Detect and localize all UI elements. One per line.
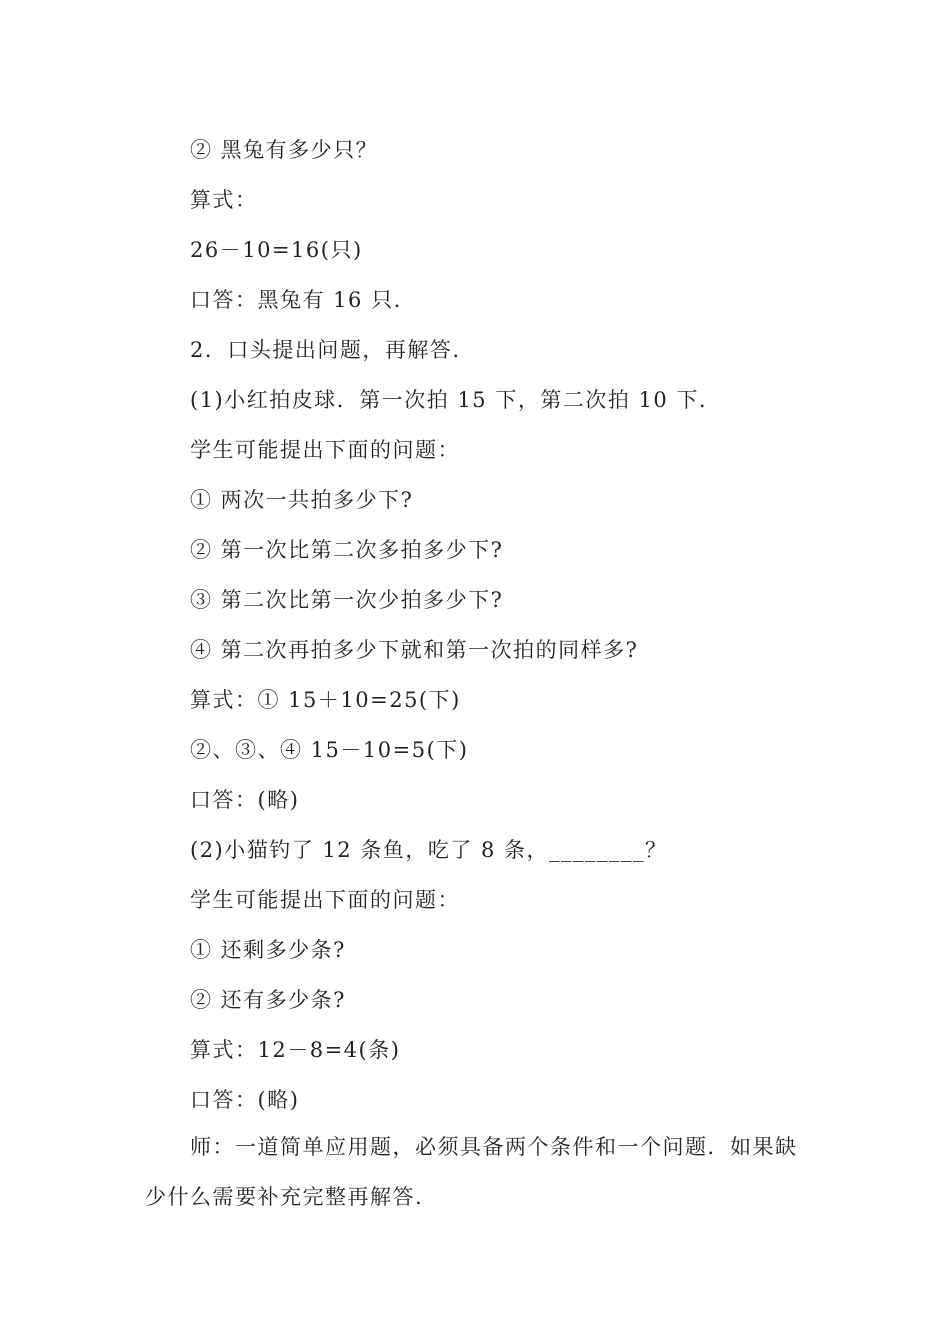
closing-paragraph xyxy=(145,1133,815,1211)
text-line: (2)小猫钓了 12 条鱼，吃了 8 条，________？ xyxy=(190,838,668,862)
text-line: 口答：(略) xyxy=(190,788,300,812)
text-line: 26－10=16(只) xyxy=(190,238,363,262)
text-line: 算式： xyxy=(190,188,258,212)
text-line: ② 第一次比第二次多拍多少下? xyxy=(190,538,504,562)
text-line: ① 还剩多少条? xyxy=(190,938,346,962)
text-line: ① 两次一共拍多少下? xyxy=(190,488,414,512)
text-line: 算式：12－8=4(条) xyxy=(190,1038,401,1062)
text-line: 2．口头提出问题，再解答. xyxy=(190,338,461,362)
text-line: (1)小红拍皮球．第一次拍 15 下，第二次拍 10 下. xyxy=(190,388,708,412)
text-line: 学生可能提出下面的问题： xyxy=(190,438,460,462)
text-line: 算式：① 15＋10=25(下) xyxy=(190,688,461,712)
text-line: ② 还有多少条? xyxy=(190,988,346,1012)
closing-line-2: 少什么需要补充完整再解答. xyxy=(145,1185,424,1209)
text-line: ④ 第二次再拍多少下就和第一次拍的同样多? xyxy=(190,638,639,662)
closing-line-1: 师：一道简单应用题，必须具备两个条件和一个问题．如果缺 xyxy=(190,1135,798,1159)
text-line: ② 黑兔有多少只？ xyxy=(190,138,379,162)
text-line: 口答：黑兔有 16 只. xyxy=(190,288,402,312)
text-line: ③ 第二次比第一次少拍多少下? xyxy=(190,588,504,612)
text-line: ②、③、④ 15－10=5(下) xyxy=(190,738,469,762)
text-line: 口答：(略) xyxy=(190,1088,300,1112)
text-line: 学生可能提出下面的问题： xyxy=(190,888,460,912)
